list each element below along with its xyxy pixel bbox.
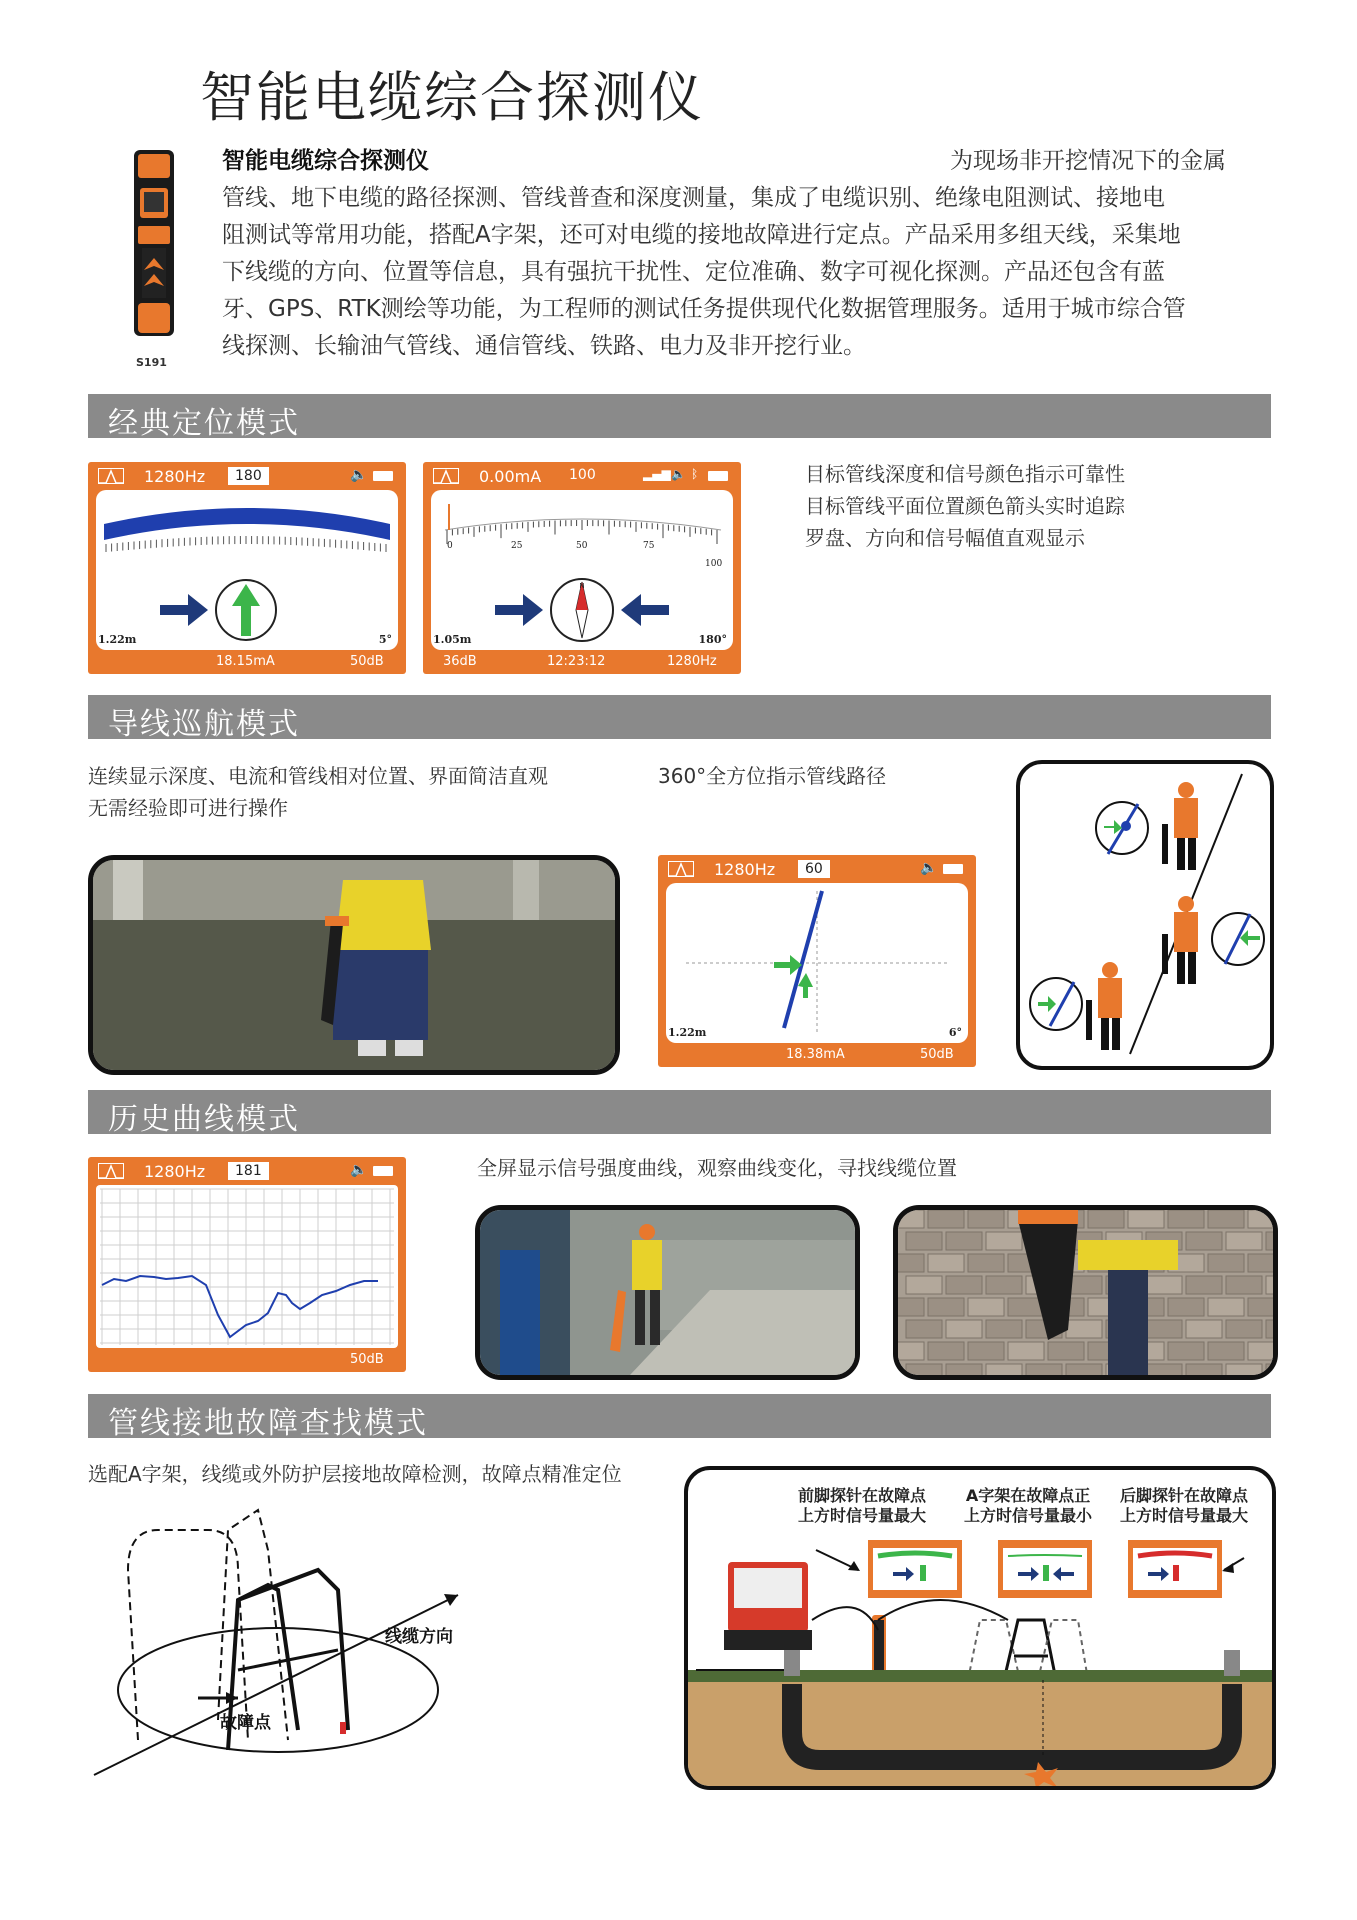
screen-history xyxy=(88,1157,406,1372)
guide-description-360: 360°全方位指示管线路径 xyxy=(658,764,887,788)
battery-icon xyxy=(373,471,393,481)
gain-readout: 50dB xyxy=(350,654,384,669)
wall-stone xyxy=(1266,1364,1273,1375)
wall-stone xyxy=(928,1298,964,1316)
wall-stone xyxy=(946,1364,982,1375)
current-readout: 18.15mA xyxy=(216,654,275,669)
section-header-guide xyxy=(88,695,1271,742)
wall-stone xyxy=(1066,1364,1102,1375)
current-readout: 18.38mA xyxy=(786,1047,845,1062)
worker-figure xyxy=(1162,896,1198,984)
wall-stone xyxy=(1248,1210,1273,1228)
time-readout: 12:23:12 xyxy=(547,654,606,669)
fault-point-label: 故障点 xyxy=(220,1713,271,1733)
wall-stone xyxy=(968,1298,1004,1316)
wall-stone xyxy=(1266,1232,1273,1250)
feature-item: 目标管线深度和信号颜色指示可靠性 xyxy=(805,462,1125,486)
wall-stone xyxy=(1208,1342,1244,1360)
wall-stone xyxy=(928,1342,964,1360)
wall-stone xyxy=(1266,1276,1273,1294)
speaker-icon: 🔈 xyxy=(920,860,938,876)
speaker-icon: 🔈 xyxy=(671,467,686,481)
battery-icon xyxy=(943,864,963,874)
wall-stone xyxy=(968,1342,1004,1360)
svg-text:N: N xyxy=(579,582,585,590)
history-curve-chart xyxy=(96,1185,398,1348)
frequency-readout: 1280Hz xyxy=(144,467,206,486)
signal-bars-icon: ▂▄▆ xyxy=(643,467,671,481)
section-header-history xyxy=(88,1090,1271,1137)
signal-wave-icon xyxy=(433,468,459,484)
angle-readout: 6° xyxy=(948,1026,962,1039)
wall-stone xyxy=(946,1276,982,1294)
wall-stone xyxy=(1226,1276,1262,1294)
wall-stone xyxy=(1226,1320,1262,1338)
wall-stone xyxy=(1208,1254,1244,1272)
frequency-readout: 1280Hz xyxy=(714,860,776,879)
intro-line: 线探测、长输油气管线、通信管线、铁路、电力及非开挖行业。 xyxy=(222,333,866,359)
wall-stone xyxy=(898,1298,924,1316)
tracking-diagram xyxy=(1016,760,1274,1070)
device-model-label: S191 xyxy=(136,356,167,369)
wall-stone xyxy=(1226,1364,1262,1375)
signal-wave-icon xyxy=(98,1163,124,1179)
fault-description: 选配A字架，线缆或外防护层接地故障检测，故障点精准定位 xyxy=(88,1462,622,1486)
wall-stone xyxy=(1186,1232,1222,1250)
wall-stone xyxy=(1146,1364,1182,1375)
tick-label: 0 xyxy=(447,541,453,551)
page-title: 智能电缆综合探测仪 xyxy=(200,66,704,129)
wall-stone xyxy=(986,1364,1022,1375)
screen-guide xyxy=(658,855,976,1067)
tick-label: 100 xyxy=(705,559,723,569)
wall-stone xyxy=(1066,1320,1102,1338)
feature-item: 罗盘、方向和信号幅值直观显示 xyxy=(805,526,1085,550)
angle-readout: 5° xyxy=(378,633,392,646)
wall-stone xyxy=(928,1254,964,1272)
wall-stone xyxy=(946,1320,982,1338)
speaker-icon: 🔈 xyxy=(350,1162,368,1178)
guide-description xyxy=(88,760,548,824)
section-title: 管线接地故障查找模式 xyxy=(108,1406,428,1441)
street-photo-illustration xyxy=(480,1210,855,1375)
screen-classic-2 xyxy=(423,462,741,674)
wall-stone xyxy=(1186,1320,1222,1338)
gain-readout: 50dB xyxy=(350,1352,384,1367)
wall-stone xyxy=(1186,1276,1222,1294)
classic-features xyxy=(805,458,1125,554)
screen-classic-1 xyxy=(88,462,406,674)
section-header-fault xyxy=(88,1394,1271,1441)
wall-stone xyxy=(1146,1320,1182,1338)
description-line: 无需经验即可进行操作 xyxy=(88,796,288,820)
wall-stone xyxy=(1186,1364,1222,1375)
tick-label: 75 xyxy=(643,541,655,551)
path-crosshair-view xyxy=(666,883,968,1043)
worker-figure xyxy=(1162,782,1198,870)
signal-value-box: 60 xyxy=(798,860,830,878)
analog-meter xyxy=(431,490,733,650)
wall-stone xyxy=(1048,1342,1084,1360)
intro-line-1-tail: 为现场非开挖情况下的金属 xyxy=(950,148,1226,174)
wall-stone xyxy=(906,1320,942,1338)
depth-readout: 1.05m xyxy=(433,633,472,646)
section-title: 导线巡航模式 xyxy=(108,707,300,742)
wall-stone xyxy=(1088,1210,1124,1228)
wall-stone xyxy=(1248,1254,1273,1272)
tick-label: 50 xyxy=(576,541,588,551)
speaker-icon: 🔈 xyxy=(350,467,368,483)
caption-line: 后脚探针在故障点 xyxy=(1120,1486,1249,1505)
gain-readout: 36dB xyxy=(443,654,477,669)
fault-scene xyxy=(684,1466,1276,1790)
intro-line: 下线缆的方向、位置等信息，具有强抗干扰性、定位准确、数字可视化探测。产品还包含有蓝 xyxy=(222,259,1165,285)
wall-stone xyxy=(1168,1342,1204,1360)
wall-stone xyxy=(1168,1210,1204,1228)
signal-wave-icon xyxy=(98,468,124,484)
section-title: 经典定位模式 xyxy=(108,406,300,441)
caption-line: 上方时信号量最大 xyxy=(798,1506,927,1525)
signal-value-box: 181 xyxy=(228,1162,269,1180)
intro-line: 阻测试等常用功能，搭配A字架，还可对电缆的接地故障进行定点。产品采用多组天线，采集地 xyxy=(222,222,1181,248)
wall-stone xyxy=(1208,1210,1244,1228)
tracking-diagram-illustration xyxy=(1020,764,1270,1066)
cable-direction-label: 线缆方向 xyxy=(385,1627,453,1647)
caption-line: 上方时信号量最大 xyxy=(1120,1506,1249,1525)
wall-stone xyxy=(1026,1364,1062,1375)
battery-icon xyxy=(373,1166,393,1176)
intro-line: 管线、地下电缆的路径探测、管线普查和深度测量，集成了电缆识别、绝缘电阻测试、接地电 xyxy=(222,185,1165,211)
field-photo xyxy=(88,855,620,1075)
feature-item: 目标管线平面位置颜色箭头实时追踪 xyxy=(805,494,1125,518)
worker-figure xyxy=(1086,962,1122,1050)
wall-stone xyxy=(906,1232,942,1250)
wall-photo-illustration xyxy=(898,1210,1273,1375)
caption-line: 前脚探针在故障点 xyxy=(798,1486,927,1505)
wall-stone xyxy=(1168,1298,1204,1316)
depth-readout: 1.22m xyxy=(98,633,137,646)
wall-stone xyxy=(906,1276,942,1294)
battery-icon xyxy=(708,471,728,481)
gain-readout: 50dB xyxy=(920,1047,954,1062)
product-intro xyxy=(222,143,1272,365)
signal-wave-icon xyxy=(668,861,694,877)
signal-strength-curve xyxy=(102,1276,378,1337)
description-line: 连续显示深度、电流和管线相对位置、界面简洁直观 xyxy=(88,764,548,788)
frequency-readout: 1280Hz xyxy=(144,1162,206,1181)
strength-gauge xyxy=(96,490,398,650)
wall-stone xyxy=(1266,1320,1273,1338)
wall-stone xyxy=(906,1364,942,1375)
bluetooth-icon: ᛒ xyxy=(691,467,699,481)
street-photo xyxy=(475,1205,860,1380)
wall-stone xyxy=(986,1320,1022,1338)
history-description: 全屏显示信号强度曲线，观察曲线变化，寻找线缆位置 xyxy=(477,1156,957,1180)
wall-stone xyxy=(928,1210,964,1228)
wall-stone xyxy=(986,1232,1022,1250)
wall-stone xyxy=(898,1210,924,1228)
wall-stone xyxy=(986,1276,1022,1294)
scale-max-readout: 100 xyxy=(569,467,596,483)
fault-scene-illustration xyxy=(688,1470,1272,1786)
tick-label: 25 xyxy=(511,541,523,551)
caption-line: A字架在故障点正 xyxy=(965,1486,1091,1505)
signal-value-box: 180 xyxy=(228,467,269,485)
wall-stone xyxy=(1226,1232,1262,1250)
field-photo-illustration xyxy=(93,860,615,1070)
wall-stone xyxy=(1128,1210,1164,1228)
wall-stone xyxy=(968,1254,1004,1272)
wall-stone xyxy=(898,1254,924,1272)
depth-readout: 1.22m xyxy=(668,1026,707,1039)
intro-line: 牙、GPS、RTK测绘等功能，为工程师的测试任务提供现代化数据管理服务。适用于城市综合管 xyxy=(222,296,1186,322)
caption-line: 上方时信号量最小 xyxy=(964,1506,1093,1525)
section-header-classic xyxy=(88,394,1271,441)
wall-stone xyxy=(968,1210,1004,1228)
wall-stone xyxy=(1248,1298,1273,1316)
product-name: 智能电缆综合探测仪 xyxy=(222,148,429,174)
wall-stone xyxy=(1008,1342,1044,1360)
wall-stone xyxy=(898,1342,924,1360)
wall-stone xyxy=(1208,1298,1244,1316)
wall-photo xyxy=(893,1205,1278,1380)
wall-stone xyxy=(1146,1276,1182,1294)
frequency-readout: 1280Hz xyxy=(667,654,717,669)
section-title: 历史曲线模式 xyxy=(108,1102,300,1137)
angle-readout: 180° xyxy=(698,633,727,646)
wall-stone xyxy=(946,1232,982,1250)
wall-stone xyxy=(1248,1342,1273,1360)
current-top-readout: 0.00mA xyxy=(479,467,542,486)
device-image xyxy=(132,148,176,338)
